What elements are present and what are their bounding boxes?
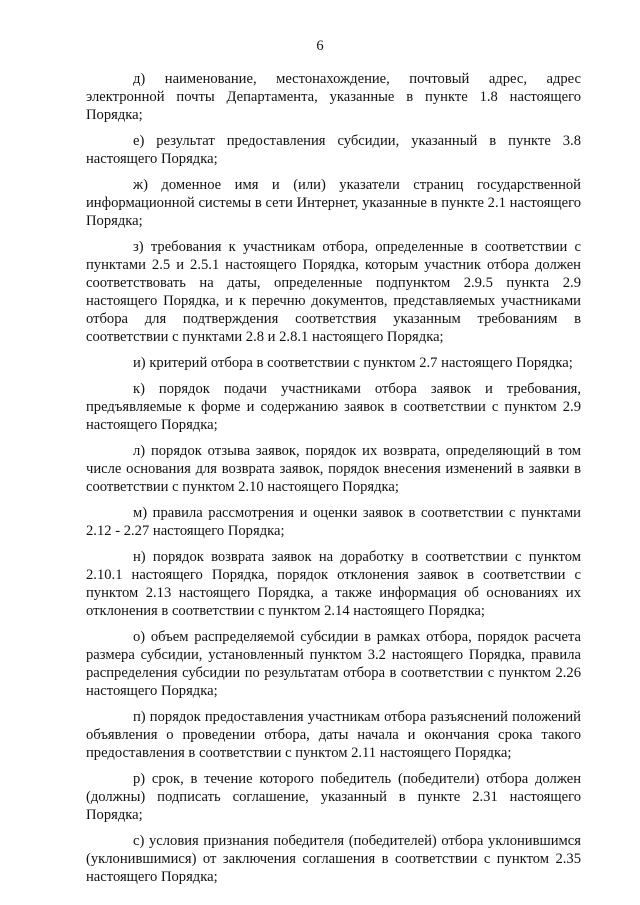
- paragraph-zh: ж) доменное имя и (или) указатели страниц государственной информационной системы в сети Интернет, указанные в пункте 2.1 настоящего Порядка;: [86, 177, 581, 229]
- page-number: 6: [316, 38, 324, 54]
- paragraph-d: д) наименование, местонахождение, почтовый адрес, адрес электронной почты Департамента, указанные в пункте 1.8 настоящего Порядка;: [86, 71, 581, 123]
- paragraph-i: и) критерий отбора в соответствии с пунктом 2.7 настоящего Порядка;: [133, 355, 573, 371]
- paragraph-k: к) порядок подачи участниками отбора заявок и требования, предъявляемые к форме и содержанию заявок в соответствии с пунктом 2.9 настоящего Порядка;: [86, 381, 581, 433]
- paragraph-m: м) правила рассмотрения и оценки заявок в соответствии с пунктами 2.12 - 2.27 настоящего Порядка;: [86, 505, 581, 539]
- paragraph-l: л) порядок отзыва заявок, порядок их возврата, определяющий в том числе основания для возврата заявок, порядок внесения изменений в заявки в соответствии с пунктом 2.10 настоящего Порядка;: [86, 443, 581, 495]
- paragraph-o: о) объем распределяемой субсидии в рамках отбора, порядок расчета размера субсидии, установленный пунктом 3.2 настоящего Порядка, правила распределения субсидии по результатам отбора в соответствии с пунктом 2.26 настоящего Порядка;: [86, 629, 581, 699]
- paragraph-s: с) условия признания победителя (победителей) отбора уклонившимся (уклонившимися) от заключения соглашения в соответствии с пунктом 2.35 настоящего Порядка;: [86, 833, 581, 885]
- paragraph-n: н) порядок возврата заявок на доработку в соответствии с пунктом 2.10.1 настоящего Порядка, порядок отклонения заявок в соответствии с пунктом 2.13 настоящего Порядка, а также информация об основаниях их отклонения в соответствии с пунктом 2.14 настоящего Порядка;: [86, 549, 581, 619]
- paragraph-p: п) порядок предоставления участникам отбора разъяснений положений объявления о проведении отбора, даты начала и окончания срока такого предоставления в соответствии с пунктом 2.11 настоящего Порядка;: [86, 709, 581, 761]
- paragraph-e: е) результат предоставления субсидии, указанный в пункте 3.8 настоящего Порядка;: [86, 133, 581, 167]
- document-body: [86, 70, 581, 886]
- paragraph-z: з) требования к участникам отбора, определенные в соответствии с пунктами 2.5 и 2.5.1 настоящего Порядка, которым участник отбора должен соответствовать на даты, определенные подпунктом 2.9.5 пункта 2.9 настоящего Порядка, и к перечню документов, представляемых участниками отбора для подтверждения соответствия указанным требованиям в соответствии с пунктами 2.8 и 2.8.1 настоящего Порядка;: [86, 239, 581, 345]
- paragraph-r: р) срок, в течение которого победитель (победители) отбора должен (должны) подписать соглашение, указанный в пункте 2.31 настоящего Порядка;: [86, 771, 581, 823]
